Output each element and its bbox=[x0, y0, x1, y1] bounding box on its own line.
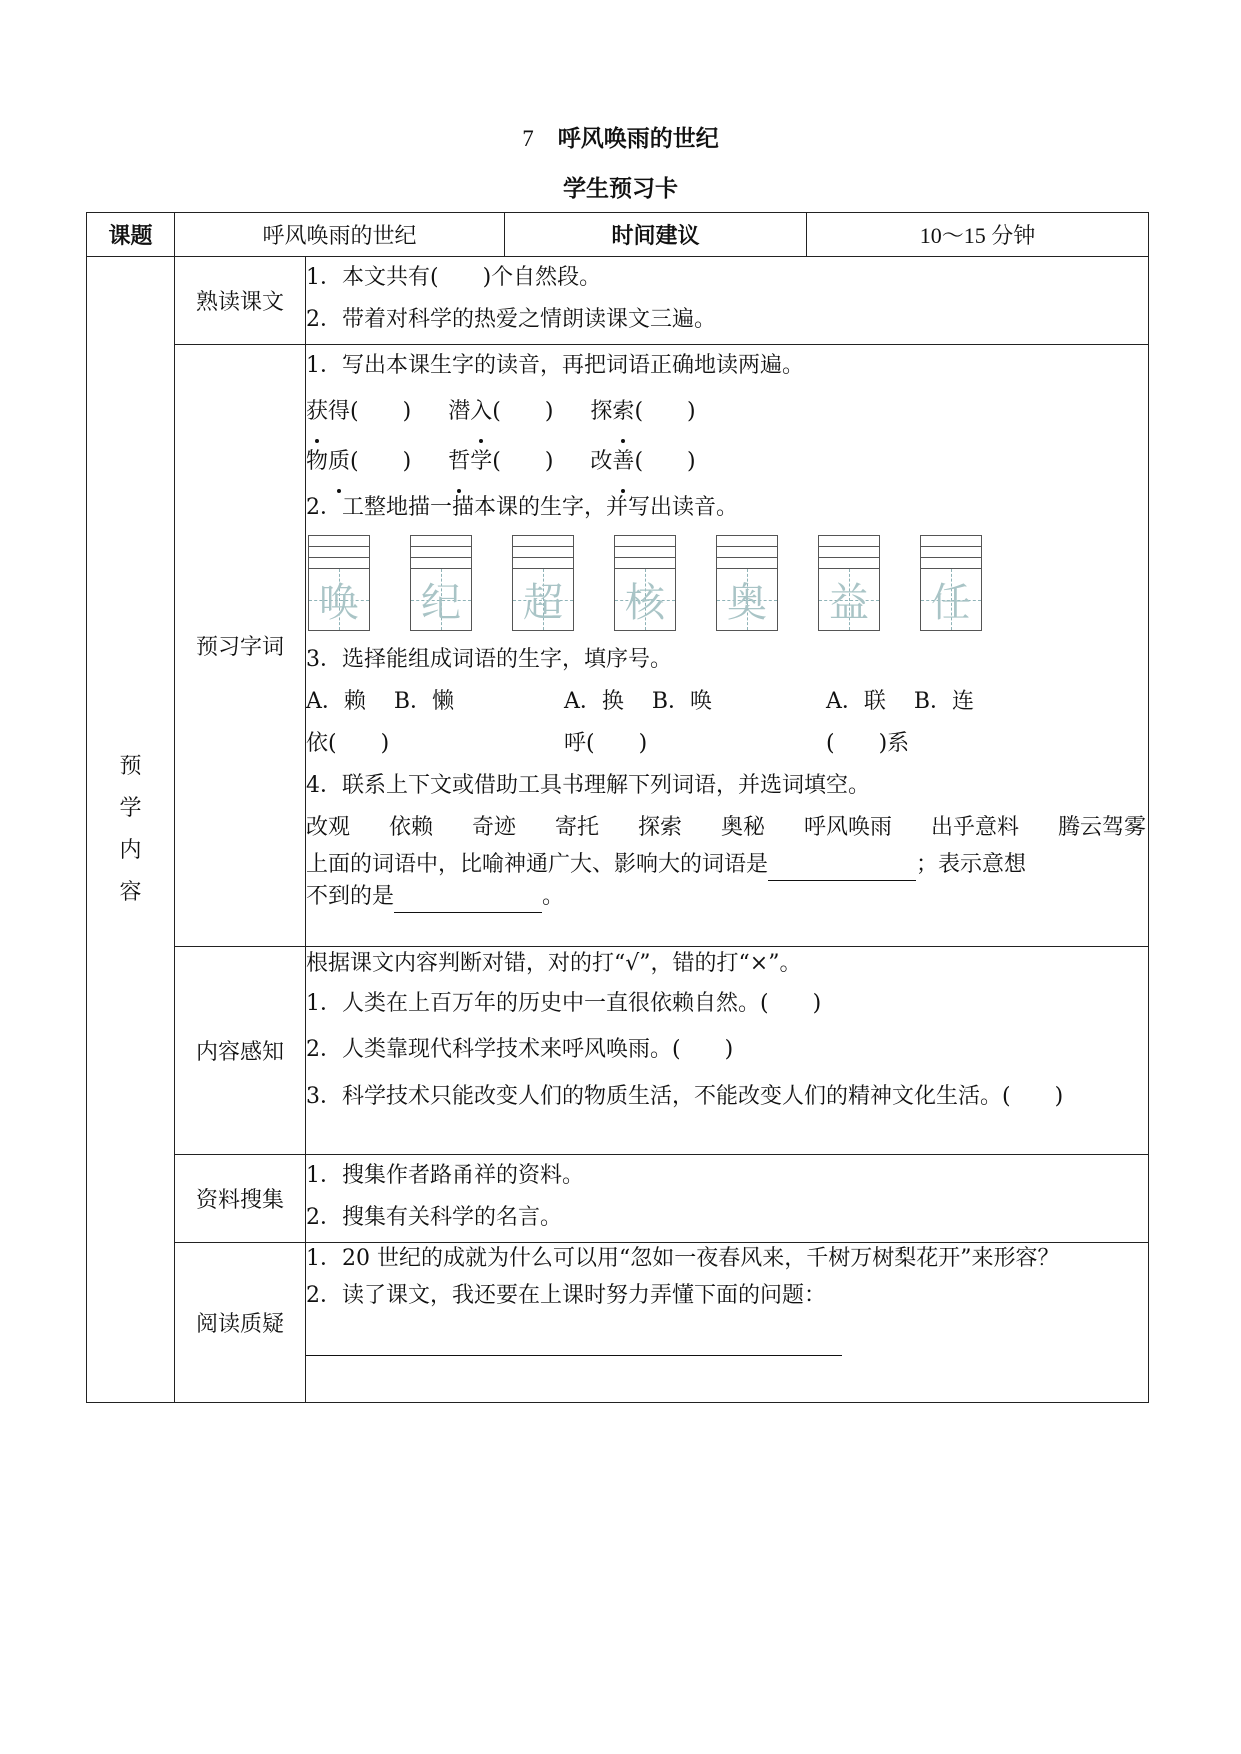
pinyin-word: 潜入( ) bbox=[448, 399, 553, 424]
vocab-word: 呼风唤雨 bbox=[804, 815, 893, 840]
time-label: 时间建议 bbox=[505, 213, 807, 257]
tracing-cell[interactable] bbox=[614, 535, 676, 631]
tracing-cell[interactable] bbox=[410, 535, 472, 631]
side-char: 容 bbox=[119, 879, 142, 905]
choice-blank[interactable]: 呼( ) bbox=[564, 731, 648, 756]
tian-grid: 任 bbox=[920, 569, 982, 631]
answer-blank[interactable] bbox=[394, 886, 542, 913]
question-item: 1．20 世纪的成就为什么可以用“忽如一夜春风来，千树万树梨花开”来形容？ bbox=[306, 1246, 1060, 1271]
choice-blank[interactable]: 依( ) bbox=[306, 731, 390, 756]
section-collect-label: 资料搜集 bbox=[175, 1155, 306, 1243]
section-question-label: 阅读质疑 bbox=[175, 1243, 306, 1403]
content-intro: 根据课文内容判断对错，对的打“√”，错的打“×”。 bbox=[306, 951, 802, 976]
read-item: 2．带着对科学的热爱之情朗读课文三遍。 bbox=[306, 307, 716, 332]
choice-options-row: A．赖 B．懒 A．换 B．唤 A．联 B．连 bbox=[306, 689, 975, 714]
pinyin-row-1 bbox=[306, 387, 1148, 437]
read-item: 1．本文共有( )个自然段。 bbox=[306, 265, 602, 290]
vocab-word: 腾云驾雾 bbox=[1058, 815, 1147, 840]
collect-item: 2．搜集有关科学的名言。 bbox=[306, 1205, 562, 1230]
section-read-label: 熟读课文 bbox=[175, 257, 306, 345]
words-q2: 2．工整地描一描本课的生字，并写出读音。 bbox=[306, 495, 738, 520]
vocab-word: 寄托 bbox=[555, 815, 600, 840]
vocab-word: 奇迹 bbox=[472, 815, 517, 840]
judge-item: 1．人类在上百万年的历史中一直很依赖自然。( ) bbox=[306, 991, 822, 1016]
vocab-word: 探索 bbox=[638, 815, 683, 840]
pinyin-row-2 bbox=[306, 437, 1148, 487]
choice-blanks-row bbox=[306, 723, 1148, 765]
answer-line[interactable] bbox=[306, 1341, 842, 1356]
pinyin-word: 探索( ) bbox=[590, 399, 695, 424]
page-subtitle: 学生预习卡 bbox=[563, 176, 678, 202]
judge-item: 2．人类靠现代科学技术来呼风唤雨。( ) bbox=[306, 1037, 734, 1062]
question-item: 2．读了课文，我还要在上课时努力弄懂下面的问题： bbox=[306, 1283, 826, 1308]
vocab-word: 奥秘 bbox=[721, 815, 766, 840]
side-label bbox=[87, 257, 175, 1403]
words-q1: 1．写出本课生字的读音，再把词语正确地读两遍。 bbox=[306, 353, 804, 378]
lesson-number: 7 bbox=[522, 126, 534, 151]
preview-card-table bbox=[86, 212, 1149, 1403]
side-char: 内 bbox=[119, 837, 142, 863]
words-q3: 3．选择能组成词语的生字，填序号。 bbox=[306, 647, 672, 672]
topic-value: 呼风唤雨的世纪 bbox=[175, 213, 505, 257]
lesson-title: 呼风唤雨的世纪 bbox=[557, 126, 719, 152]
pinyin-lines[interactable] bbox=[308, 535, 370, 569]
time-value: 10～15 分钟 bbox=[807, 213, 1149, 257]
fill-sentence: 上面的词语中，比喻神通广大、影响大的词语是 ；表示意想 不到的是 。 bbox=[306, 849, 1148, 913]
tracing-cell[interactable] bbox=[512, 535, 574, 631]
pinyin-lines[interactable] bbox=[818, 535, 880, 569]
page-title bbox=[0, 120, 1241, 153]
tian-grid: 超 bbox=[512, 569, 574, 631]
answer-blank[interactable] bbox=[768, 854, 916, 881]
topic-label: 课题 bbox=[87, 213, 175, 257]
vocab-row bbox=[306, 807, 1148, 849]
pinyin-word: 改善( ) bbox=[590, 449, 695, 474]
vocab-word: 依赖 bbox=[389, 815, 434, 840]
pinyin-lines[interactable] bbox=[614, 535, 676, 569]
pinyin-word: 物质( ) bbox=[306, 449, 411, 474]
pinyin-word: 哲学( ) bbox=[448, 449, 553, 474]
section-content-label: 内容感知 bbox=[175, 947, 306, 1155]
words-q4: 4．联系上下文或借助工具书理解下列词语，并选词填空。 bbox=[306, 773, 870, 798]
pinyin-lines[interactable] bbox=[920, 535, 982, 569]
pinyin-lines[interactable] bbox=[716, 535, 778, 569]
tian-grid: 纪 bbox=[410, 569, 472, 631]
choice-blank[interactable]: ( )系 bbox=[826, 731, 910, 756]
tracing-cell[interactable] bbox=[308, 535, 370, 631]
vocab-word: 改观 bbox=[306, 815, 351, 840]
tian-grid: 核 bbox=[614, 569, 676, 631]
pinyin-lines[interactable] bbox=[410, 535, 472, 569]
section-words-label: 预习字词 bbox=[175, 345, 306, 947]
pinyin-word: 获得( ) bbox=[306, 399, 411, 424]
tracing-cell[interactable] bbox=[818, 535, 880, 631]
pinyin-lines[interactable] bbox=[512, 535, 574, 569]
collect-item: 1．搜集作者路甬祥的资料。 bbox=[306, 1163, 584, 1188]
tracing-cell[interactable] bbox=[920, 535, 982, 631]
tracing-grid-row bbox=[306, 529, 1148, 639]
vocab-word: 出乎意料 bbox=[931, 815, 1020, 840]
judge-item: 3．科学技术只能改变人们的物质生活，不能改变人们的精神文化生活。( ) bbox=[306, 1084, 1064, 1109]
tian-grid: 唤 bbox=[308, 569, 370, 631]
side-char: 预 bbox=[119, 753, 142, 779]
side-char: 学 bbox=[119, 795, 142, 821]
tian-grid: 奥 bbox=[716, 569, 778, 631]
tracing-cell[interactable] bbox=[716, 535, 778, 631]
tian-grid: 益 bbox=[818, 569, 880, 631]
